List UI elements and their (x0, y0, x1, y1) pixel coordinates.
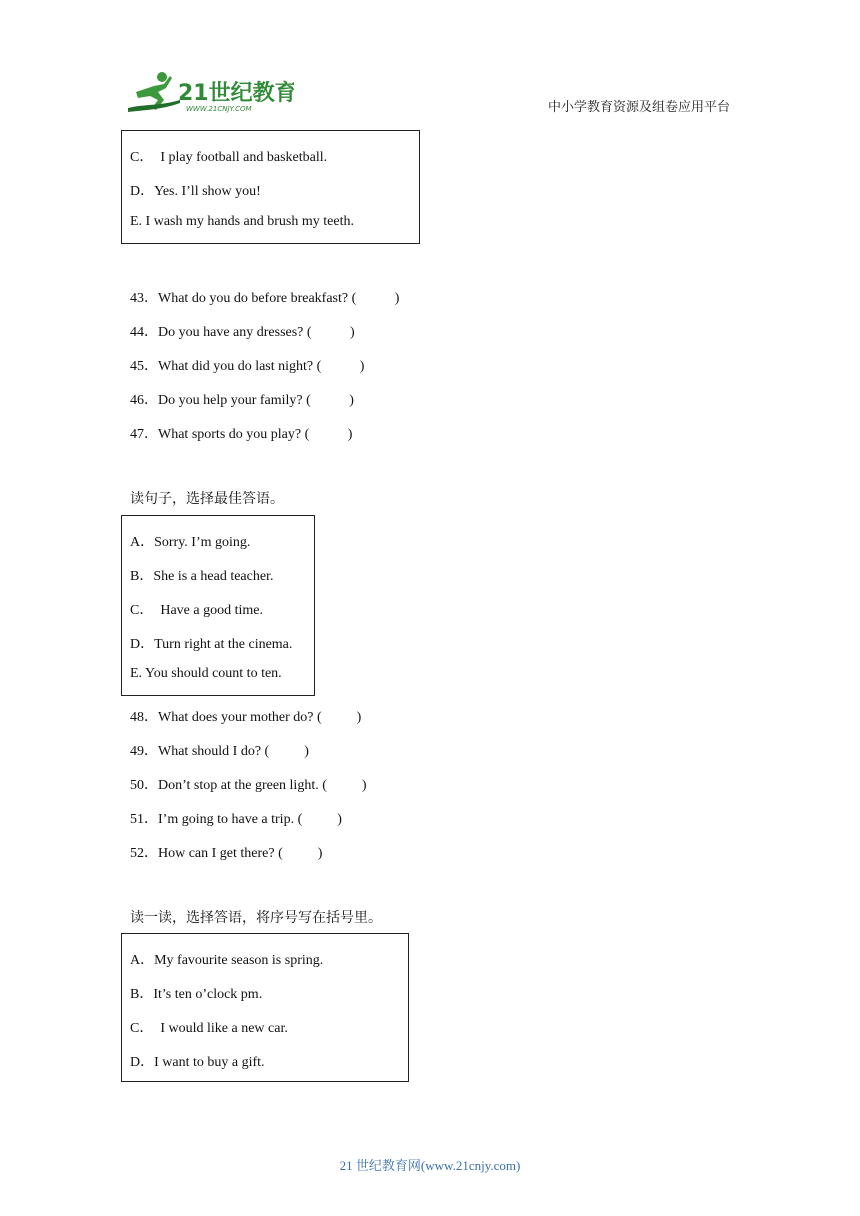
question-47: 47．What sports do you play? ( ) (130, 427, 353, 442)
section-2-title: 读句子，选择最佳答语。 (130, 491, 284, 507)
option-b: B．She is a head teacher. (130, 569, 274, 584)
section-3-title: 读一读，选择答语，将序号写在括号里。 (130, 910, 382, 926)
options-box-3 (121, 933, 409, 1082)
option-e: E. I wash my hands and brush my teeth. (130, 214, 354, 229)
logo-url: WWW.21CNJY.COM (186, 105, 252, 113)
options-box-2 (121, 515, 315, 696)
option-a: A．Sorry. I’m going. (130, 535, 251, 550)
option-c: C． Have a good time. (130, 603, 263, 618)
question-52: 52．How can I get there? ( ) (130, 846, 323, 861)
question-51: 51．I’m going to have a trip. ( ) (130, 812, 342, 827)
option-d: D．Turn right at the cinema. (130, 637, 293, 652)
header-platform-text: 中小学教育资源及组卷应用平台 (547, 100, 730, 115)
site-logo (124, 70, 294, 116)
option-a: A．My favourite season is spring. (130, 953, 324, 968)
question-44: 44．Do you have any dresses? ( ) (130, 325, 355, 340)
option-e: E. You should count to ten. (130, 666, 282, 681)
question-43: 43．What do you do before breakfast? ( ) (130, 291, 400, 306)
option-d: D．I want to buy a gift. (130, 1055, 265, 1070)
option-b: B．It’s ten o’clock pm. (130, 987, 263, 1002)
question-48: 48．What does your mother do? ( ) (130, 710, 362, 725)
logo-wordmark: 21世纪教育 (178, 81, 294, 106)
question-45: 45．What did you do last night? ( ) (130, 359, 365, 374)
runner-logo-icon (124, 70, 294, 116)
question-50: 50．Don’t stop at the green light. ( ) (130, 778, 367, 793)
option-c: C． I would like a new car. (130, 1021, 288, 1036)
option-c: C． I play football and basketball. (130, 150, 328, 165)
footer-link[interactable]: 21 世纪教育网(www.21cnjy.com) (339, 1158, 521, 1173)
question-46: 46．Do you help your family? ( ) (130, 393, 354, 408)
options-box-1 (121, 130, 420, 244)
question-49: 49．What should I do? ( ) (130, 744, 309, 759)
option-d: D．Yes. I’ll show you! (130, 184, 261, 199)
